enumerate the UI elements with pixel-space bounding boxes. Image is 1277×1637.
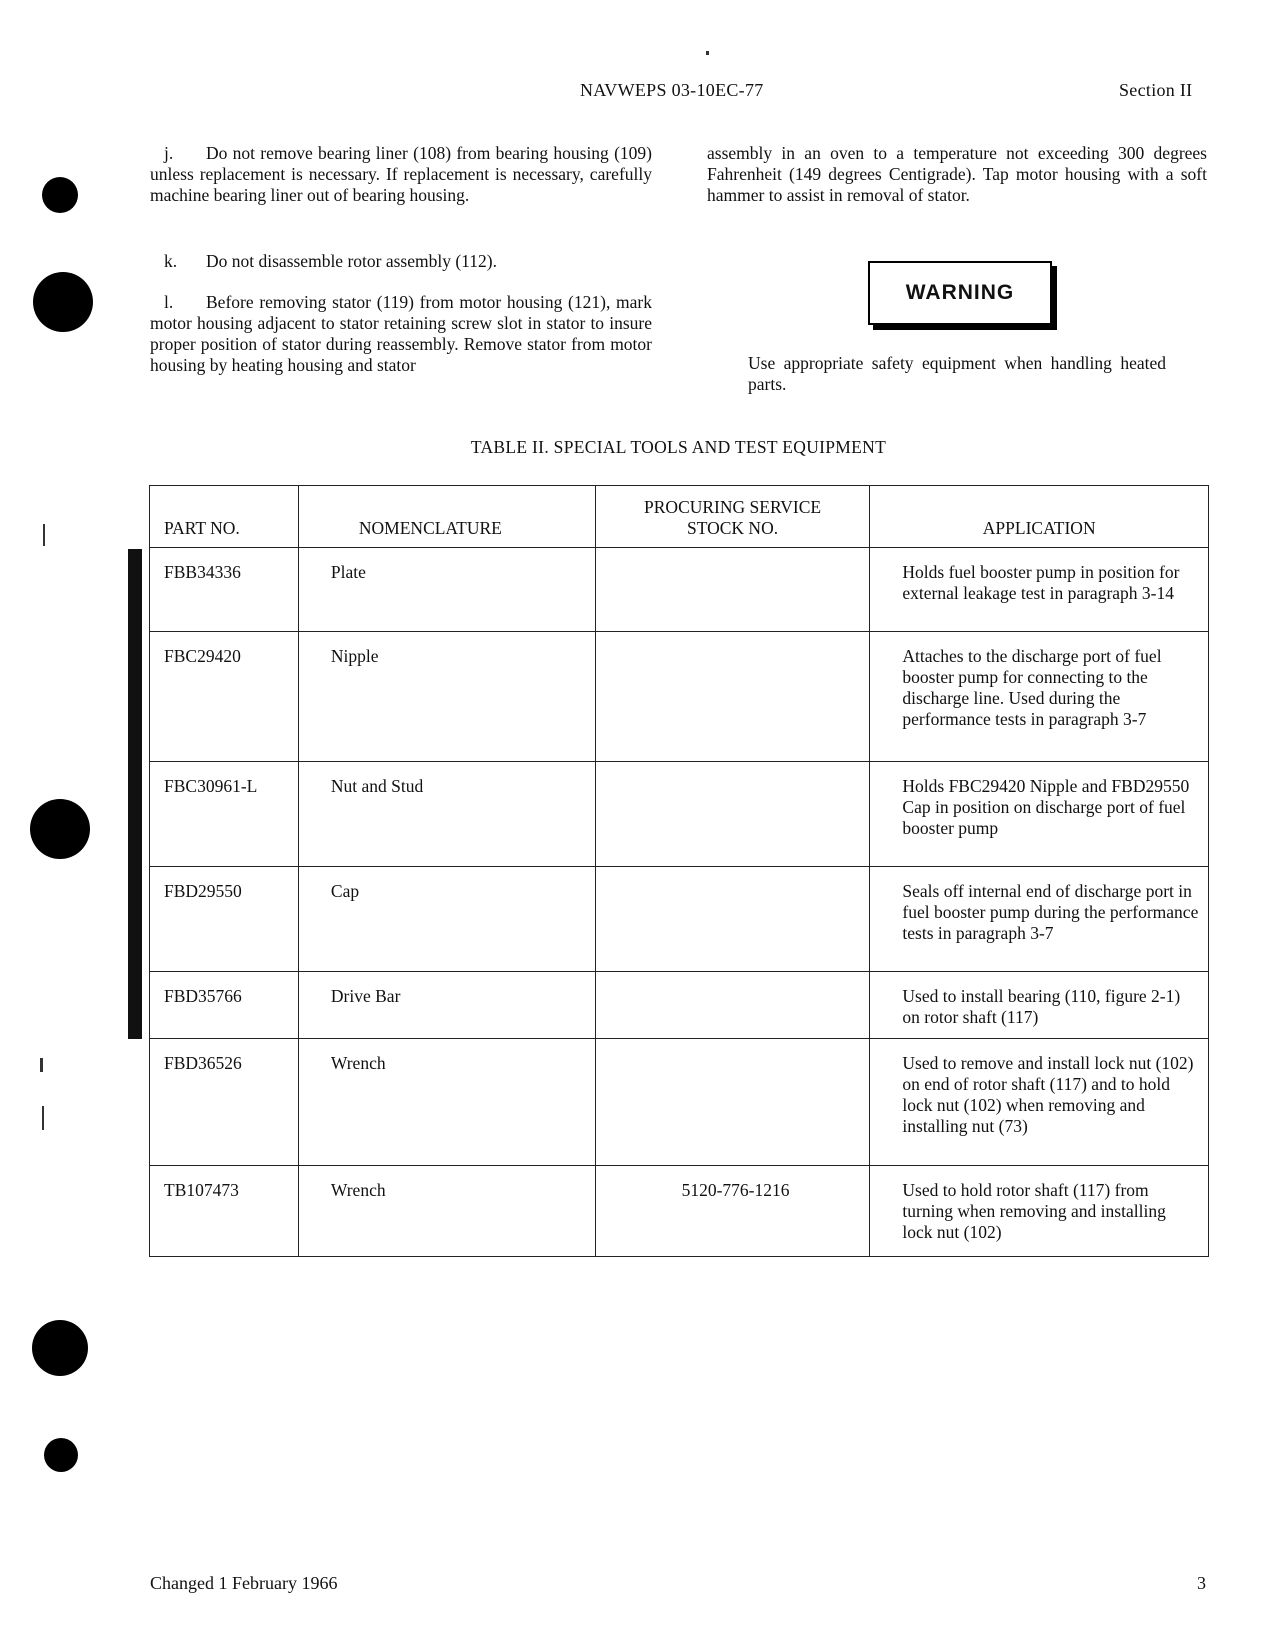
- header-stock-no: [595, 486, 870, 548]
- cell-application: Used to install bearing (110, figure 2-1) on rotor shaft (117): [870, 972, 1209, 1039]
- table-row: [150, 1039, 1209, 1166]
- cell-part: TB107473: [150, 1166, 299, 1257]
- cell-stock: [595, 762, 870, 867]
- table-header-row: [150, 486, 1209, 548]
- cell-application: Attaches to the discharge port of fuel booster pump for connecting to the discharge line. Used during the performance tests in paragraph 3-7: [870, 632, 1209, 762]
- table-row: [150, 548, 1209, 632]
- table-title: TABLE II. SPECIAL TOOLS AND TEST EQUIPMENT: [470, 437, 887, 457]
- table-row: [150, 972, 1209, 1039]
- table-row: [150, 762, 1209, 867]
- cell-stock: [595, 972, 870, 1039]
- cell-stock: 5120-776-1216: [595, 1166, 870, 1257]
- paragraph-l: [150, 292, 652, 376]
- cell-part: FBD36526: [150, 1039, 299, 1166]
- header-stock-line2: STOCK NO.: [687, 518, 779, 538]
- header-application: APPLICATION: [870, 486, 1209, 548]
- warning-label: WARNING: [905, 281, 1015, 304]
- binder-hole: [30, 799, 90, 859]
- cell-application: Used to remove and install lock nut (102) on end of rotor shaft (117) and to hold lock nut (102) when removing and installing nut (73): [870, 1039, 1209, 1166]
- warning-box: [868, 261, 1052, 325]
- paragraph-k: [150, 251, 652, 272]
- binder-hole: [44, 1438, 78, 1472]
- special-tools-table: [149, 485, 1209, 1257]
- paragraph-text: Do not disassemble rotor assembly (112).: [206, 251, 497, 271]
- change-date: Changed 1 February 1966: [150, 1573, 338, 1593]
- cell-application: Holds FBC29420 Nipple and FBD29550 Cap in position on discharge port of fuel booster pump: [870, 762, 1209, 867]
- cell-part: FBD29550: [150, 867, 299, 972]
- binder-hole: [32, 1320, 88, 1376]
- scan-speck: [40, 1058, 43, 1072]
- paragraph-text: Before removing stator (119) from motor housing (121), mark motor housing adjacent to stator retaining screw slot in stator to insure proper position of stator during reassembly. Remove stator from motor housing by heating housing and stator: [150, 292, 652, 375]
- cell-nomenclature: Cap: [298, 867, 595, 972]
- paragraph-label: j.: [164, 143, 174, 163]
- change-bar: [128, 549, 142, 1039]
- binder-hole: [42, 177, 78, 213]
- doc-number: NAVWEPS 03-10EC-77: [580, 80, 764, 100]
- scan-speck: [43, 524, 45, 546]
- table-row: [150, 1166, 1209, 1257]
- cell-nomenclature: Drive Bar: [298, 972, 595, 1039]
- cell-application: Seals off internal end of discharge port in fuel booster pump during the performance tests in paragraph 3-7: [870, 867, 1209, 972]
- header-stock-line1: PROCURING SERVICE: [644, 497, 822, 517]
- cell-part: FBD35766: [150, 972, 299, 1039]
- table-row: [150, 867, 1209, 972]
- paragraph-label: l.: [164, 292, 174, 312]
- scan-speck: [42, 1106, 44, 1130]
- cell-stock: [595, 867, 870, 972]
- binder-hole: [33, 272, 93, 332]
- page-number: 3: [1197, 1573, 1206, 1593]
- header-nomenclature: NOMENCLATURE: [298, 486, 595, 548]
- paragraph-text: Do not remove bearing liner (108) from bearing housing (109) unless replacement is necessary. If replacement is necessary, carefully machine bearing liner out of bearing housing.: [150, 143, 652, 205]
- cell-stock: [595, 1039, 870, 1166]
- cell-stock: [595, 548, 870, 632]
- cell-application: Holds fuel booster pump in position for external leakage test in paragraph 3-14: [870, 548, 1209, 632]
- cell-stock: [595, 632, 870, 762]
- header-part-no: PART NO.: [150, 486, 299, 548]
- cell-part: FBB34336: [150, 548, 299, 632]
- cell-nomenclature: Nipple: [298, 632, 595, 762]
- section-label: Section II: [1119, 80, 1193, 100]
- scan-speck: [706, 51, 709, 55]
- table-row: [150, 632, 1209, 762]
- cell-application: Used to hold rotor shaft (117) from turning when removing and installing lock nut (102): [870, 1166, 1209, 1257]
- cell-part: FBC29420: [150, 632, 299, 762]
- paragraph-j: [150, 143, 652, 206]
- warning-text: Use appropriate safety equipment when handling heated parts.: [748, 353, 1166, 394]
- cell-nomenclature: Wrench: [298, 1166, 595, 1257]
- cell-nomenclature: Nut and Stud: [298, 762, 595, 867]
- cell-nomenclature: Wrench: [298, 1039, 595, 1166]
- paragraph-l-continued: assembly in an oven to a temperature not exceeding 300 degrees Fahrenheit (149 degrees Centigrade). Tap motor housing with a soft hammer to assist in removal of stator.: [707, 143, 1207, 205]
- paragraph-label: k.: [164, 251, 178, 271]
- cell-part: FBC30961-L: [150, 762, 299, 867]
- cell-nomenclature: Plate: [298, 548, 595, 632]
